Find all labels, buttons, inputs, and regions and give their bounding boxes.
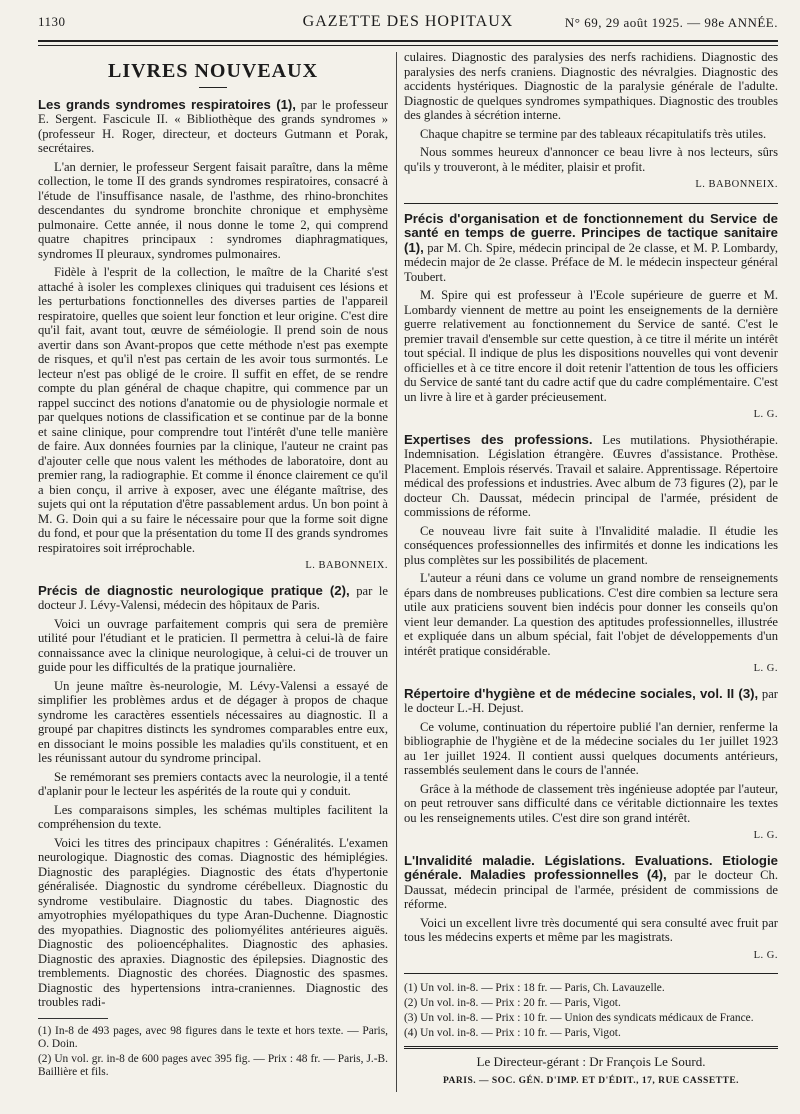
book-title: Les grands syndromes respiratoires (1), — [38, 96, 296, 112]
book-title: Précis d'organisation et de fonctionnement du Service de santé en temps de guerre. Principes de tactique sanitaire (1), — [404, 210, 778, 255]
footnote-rule — [38, 1018, 108, 1019]
review-paragraph: culaires. Diagnostic des paralysies des nerfs rachidiens. Diagnostic des paralysies des nerfs craniens. Diagnostic des névralgies. Diagnostic des accidents hystériques. Diagnostic de la paralysie générale de l'adulte. Diagnostic de quelques syndromes sympathiques. Diagnostic des troubles des glandes à sécrétion interne. — [404, 50, 778, 122]
reviewer-signature: L. G. — [753, 409, 778, 420]
book-credits: par M. Ch. Spire, médecin principal de 2e classe, et M. P. Lombardy, médecin major de 2e classe. Préface de M. le médecin inspecteur général Toubert. — [404, 240, 778, 284]
book-credits: par le professeur E. Sergent. Fascicule II. « Bibliothèque des grands syndromes » (professeur H. Roger, directeur, et docteurs Gutmann et Porak, secrétaires. — [38, 97, 388, 155]
review-paragraph: Voici les titres des principaux chapitres : Généralités. L'examen neurologique. Diagnostic des comas. Diagnostic des hémiplégies. Diagnostic des paraplégies. Diagnostic des états d'hypertonie généralisée. Diagnostic du syndrome cérébelleux. Diagnostic du syndrome vestibulaire. Diagnostic du tabes. Diagnostic des amyotrophies myélopathiques du type Aran-Duchenne. Diagnostic des myopathies. Diagnostic des poliomyélites antérieures aiguës. Diagnostic des polioencéphalites. Diagnostic des aphasies. Diagnostic des apraxies. Diagnostic des épilepsies. Diagnostic des tremblements. Diagnostic des chorées. Diagnostic des spasmes. Diagnostic des hypertensions intra-craniennes. Diagnostic des troubles radi- — [38, 835, 388, 1009]
book-credits: par le docteur Ch. Daussat, médecin principal de l'armée, président de commissions de réforme. — [404, 868, 779, 911]
footnote: (2) Un vol. gr. in-8 de 600 pages avec 395 fig. — Prix : 48 fr. — Paris, J.-B. Baillière et fils. — [38, 1052, 388, 1078]
book-title: Expertises des professions. — [404, 431, 593, 447]
footnote: (1) In-8 de 493 pages, avec 98 figures dans le texte et hors texte. — Paris, O. Doin. — [38, 1024, 388, 1050]
gerant-line: Le Directeur-gérant : Dr François Le Sourd. — [476, 1054, 706, 1069]
title-rule — [199, 87, 227, 88]
reviewer-signature: L. G. — [753, 830, 778, 841]
review-paragraph: Les comparaisons simples, les schémas multiples facilitent la compréhension du texte. — [38, 802, 388, 831]
reviewer-signature: L. G. — [753, 663, 778, 674]
review-paragraph: Voici un ouvrage parfaitement compris qui sera de première utilité pour l'étudiant et le praticien. Il permettra à celui-là de faire connaissance avec la clinique neurologique, à celui-ci de trouver un guide pour les difficultés de la pratique journalière. — [38, 616, 388, 674]
review-heading — [38, 98, 388, 156]
header-rule — [38, 40, 778, 42]
review-separator — [404, 203, 778, 204]
book-title: L'Invalidité maladie. Législations. Evaluations. Etiologie générale. Maladies professionnelles (4), — [404, 852, 778, 882]
book-title: Précis de diagnostic neurologique pratique (2), — [38, 582, 350, 598]
review-paragraph: M. Spire qui est professeur à l'Ecole supérieure de guerre et M. Lombardy viennent de mettre au point les enseignements de la dernière guerre relativement au fonctionnement du Service de santé. C'est le premier travail d'ensemble sur cette question, à ce titre il mérite un intérêt tout spécial. Il indique de plus les dispositions nouvelles qui vont devenir officielles et à ce titre encore il doit retenir l'attention de tous les officiers du Service de santé tant du cadre actif que du cadre complémentaire. C'est un livre à lire et à garder précieusement. — [404, 288, 778, 404]
review-heading — [404, 433, 778, 520]
header-rule-thin — [38, 45, 778, 46]
gerant-rule — [404, 1046, 778, 1049]
book-title: Répertoire d'hygiène et de médecine sociales, vol. II (3), — [404, 685, 759, 701]
review-paragraph: L'an dernier, le professeur Sergent faisait paraître, dans la même collection, le tome II des grands syndromes respiratoires, consacré à l'étude de l'insuffisance nasale, de l'asthme, des rhino-bronchites descendantes du syndrome bronchite chronique et emphysème pulmonaire. Cette année, il nous donne le tome 2, qui comprend quatre chapitres principaux : syndromes diaphragmatiques, syndromes II pleuraux, syndromes pulmonaires. — [38, 159, 388, 261]
issue-info: N° 69, 29 août 1925. — 98e ANNÉE. — [564, 15, 778, 30]
book-credits: par le docteur J. Lévy-Valensi, médecin des hôpitaux de Paris. — [38, 583, 388, 612]
review-paragraph: Chaque chapitre se termine par des tableaux récapitulatifs très utiles. — [420, 126, 767, 141]
page-header — [38, 10, 778, 40]
review-heading — [38, 584, 388, 613]
review-paragraph: Fidèle à l'esprit de la collection, le maître de la Charité s'est attaché à isoler les complexes cliniques qui traduisent ces lésions et les perturbations fonctionnelles des diverses parties de l'appareil respiratoire, quelles que soient leur fonction et leur origine. C'est dire qu'il fait, avant tout, œuvre de séméiologie. Il prend soin de nous avertir dans son Avant-propos que cette méthode n'est pas exempte de risques, et qu'il n'est pas certain de les avoir tous surmontés. Le lecteur n'est pas obligé de le croire. Il suffit en effet, de se rendre compte du plan général de chaque chapitre, qui commence par un rappel succinct des notions d'anatomie ou de physiologie normale et par quelques notions de classification et se continue par de la bonne et saine clinique, pour comprendre tout l'intérêt d'une telle manière de faire. Aux données fournies par la clinique, l'auteur ne craint pas d'ajouter celle que nous valent les méthodes de laboratoire, dont au premier rang, la radiographie. Et comme il énonce clairement ce qu'il a bien conçu, il arrive à exposer, avec une élégante maîtrise, des sujets qui ont la réputation d'être passablement ardus. Un bon point à M. G. Doin qui a su faire le nécessaire pour que la forme soit digne du fond, et pour que la présentation du tome II des grands syndromes respiratoires soit irréprochable. — [38, 265, 388, 555]
printer-imprint: PARIS. — SOC. GÉN. D'IMP. ET D'ÉDIT., 17, RUE CASSETTE. — [442, 1075, 740, 1086]
footnote: (4) Un vol. in-8. — Prix : 10 fr. — Paris, Vigot. — [404, 1027, 621, 1039]
review-heading — [404, 854, 778, 912]
book-credits: par le docteur L.-H. Dejust. — [404, 686, 778, 715]
review-paragraph: Grâce à la méthode de classement très ingénieuse adoptée par l'auteur, on peut retrouver sans difficulté dans ce véritable dictionnaire les textes ou les renseignements utiles. C'est dire son grand intérêt. — [404, 781, 778, 825]
review-paragraph: Se remémorant ses premiers contacts avec la neurologie, il a tenté d'aplanir pour le lecteur les aspérités de la route qui y conduit. — [38, 769, 388, 798]
footnote-separator — [404, 973, 778, 974]
newspaper-page — [38, 10, 778, 1100]
footnote: (2) Un vol. in-8. — Prix : 20 fr. — Paris, Vigot. — [404, 997, 621, 1009]
review-paragraph: Ce nouveau livre fait suite à l'Invalidité maladie. Il étudie les conséquences professionnelles des infirmités et donne les indications les plus complètes sur les possibilités de placement. — [404, 523, 778, 567]
section-title: LIVRES NOUVEAUX — [107, 60, 319, 82]
review-heading — [404, 687, 778, 716]
review-paragraph: L'auteur a réuni dans ce volume un grand nombre de renseignements épars dans de nombreuses publications. C'est dire combien sa lecture sera utile aux praticiens souvent bien indécis pour donner les conseils qu'on vient leur demander. La question des aptitudes professionnelles, illustrée et expliquée dans un album spécial, fait l'objet de développements d'un intérêt pratique considérable. — [404, 571, 778, 658]
right-column — [404, 50, 778, 1088]
footnote: (1) Un vol. in-8. — Prix : 18 fr. — Paris, Ch. Lavauzelle. — [404, 982, 665, 994]
page-number: 1130 — [38, 14, 66, 29]
journal-title: GAZETTE DES HOPITAUX — [302, 13, 514, 30]
review-paragraph: Un jeune maître ès-neurologie, M. Lévy-Valensi a essayé de simplifier les problèmes ardus et de dégager à propos de chaque syndrome les caractères essentiels nécessaires au diagnostic. Il a groupé par chapitres distincts les syndromes comparables entre eux, en dissociant le moins possible les maladies qu'ils constituent, et en les réunissant autour du syndrome principal. — [38, 678, 388, 765]
review-paragraph: Nous sommes heureux d'annoncer ce beau livre à nos lecteurs, sûrs qu'ils y trouveront, à le méditer, plaisir et profit. — [404, 145, 778, 174]
reviewer-signature: L. BABONNEIX. — [305, 560, 388, 571]
book-credits: Les mutilations. Physiothérapie. Indemnisation. Législation étrangère. Œuvres d'assistance. Prothèse. Placement. Emplois réservés. Travail et salaire. Apprentissage. Répertoire médical des professions et industries. Avec album de 73 figures (2), par le docteur Ch. Daussat, médecin principal de l'armée, président de commissions de réforme. — [404, 432, 778, 519]
review-paragraph: Ce volume, continuation du répertoire publié l'an dernier, renferme la bibliographie de l'hygiène et de la médecine sociales du 1er juillet 1923 au 1er juillet 1924. Il contient aussi quelques documents antérieurs, rassemblés seulement dans le cours de l'année. — [404, 719, 778, 777]
review-heading — [404, 212, 778, 285]
footnote: (3) Un vol. in-8. — Prix : 10 fr. — Union des syndicats médicaux de France. — [404, 1012, 754, 1024]
reviewer-signature: L. G. — [753, 949, 778, 961]
review-paragraph: Voici un excellent livre très documenté qui sera consulté avec fruit par tous les médecins experts et même par les magistrats. — [404, 915, 778, 944]
left-column — [38, 50, 388, 1081]
column-divider — [396, 52, 397, 1092]
reviewer-signature: L. BABONNEIX. — [695, 179, 778, 190]
